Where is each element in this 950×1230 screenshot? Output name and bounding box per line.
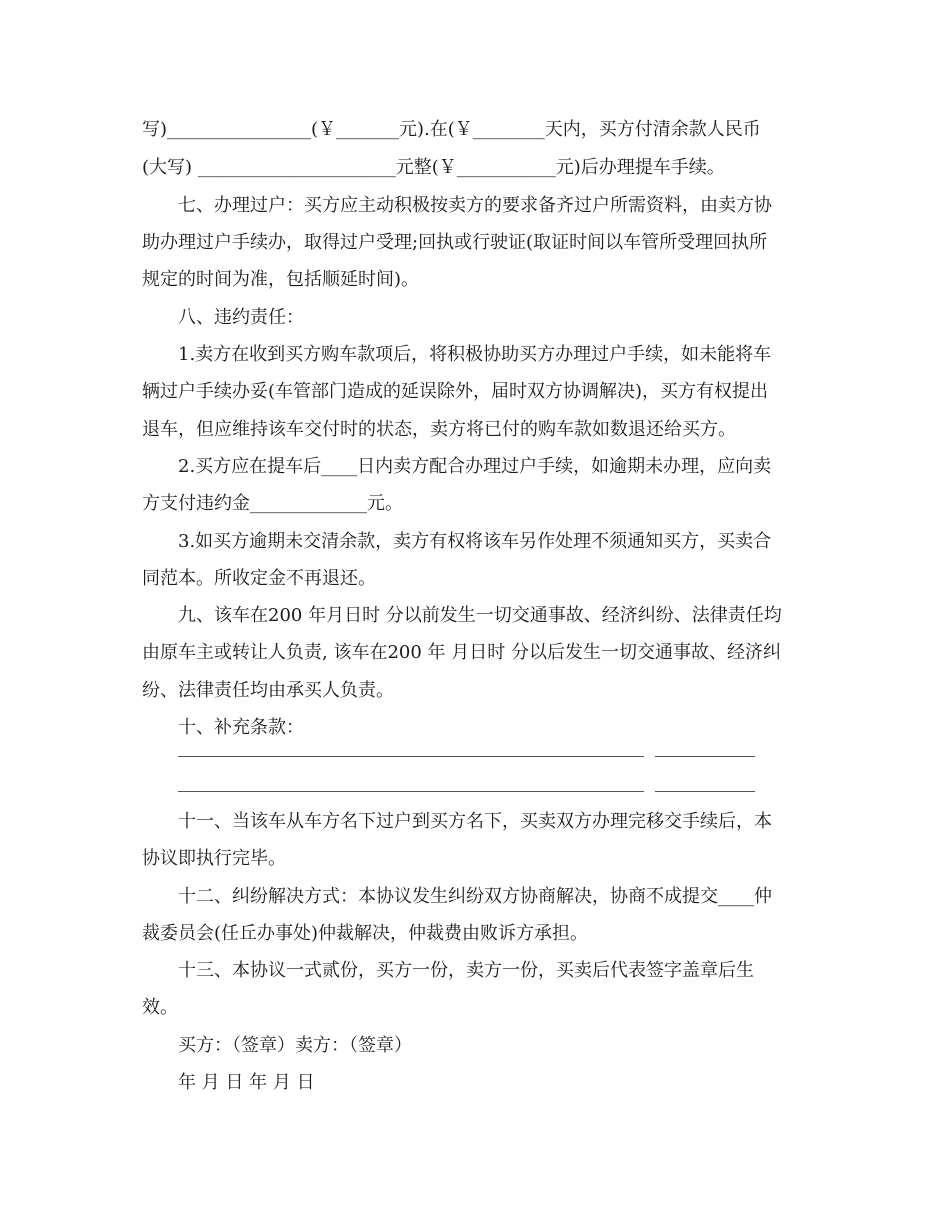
text-line: 九、该车在200 年月日时 分以前发生一切交通事故、经济纠纷、法律责任均 [178,605,782,626]
blank-line [178,791,644,792]
signature-line: 买方：（签章）卖方：（签章） [178,1035,412,1056]
text-line: 2.买方应在提车后____日内卖方配合办理过户手续，如逾期未办理，应向卖 [178,456,772,477]
text-line: 十一、当该车从车方名下过户到买方名下，买卖双方办理完移交手续后，本 [178,811,772,832]
blank-line [655,756,755,757]
text-line: 1.卖方在收到买方购车款项后，将积极协助买方办理过户手续，如未能将车 [178,344,772,365]
text-line: 同范本。所收定金不再退还。 [142,568,376,589]
text-line: 效。 [142,997,178,1018]
text-line: 由原车主或转让人负责, 该车在200 年 月日时 分以后发生一切交通事故、经济纠 [142,642,781,663]
blank-line [178,756,644,757]
text-line: 规定的时间为准，包括顺延时间)。 [142,269,420,290]
text-line: 写)________________(￥_______元).在(￥________天内，买方付清余款人民币 [142,119,761,140]
text-line: 退车，但应维持该车交付时的状态，卖方将已付的购车款如数退还给买方。 [142,419,736,440]
text-line: 辆过户手续办妥(车管部门造成的延误除外，届时双方协调解决)，买方有权提出 [142,381,769,402]
text-line: 助办理过户手续办，取得过户受理;回执或行驶证(取证时间以车管所受理回执所 [142,232,768,253]
text-line: (大写) ______________________元整(￥___________元)后办理提车手续。 [142,157,725,178]
text-line: 方支付违约金_____________元。 [142,493,403,514]
text-line: 十三、本协议一式贰份，买方一份，卖方一份，买卖后代表签字盖章后生 [178,960,754,981]
text-line: 七、办理过户：买方应主动积极按卖方的要求备齐过户所需资料，由卖方协 [178,195,772,216]
text-line: 纷、法律责任均由承买人负责。 [142,680,394,701]
text-line: 协议即执行完毕。 [142,848,286,869]
section-heading: 八、违约责任： [178,307,304,328]
blank-line [655,791,755,792]
text-line: 3.如买方逾期未交清余款，卖方有权将该车另作处理不须通知买方，买卖合 [178,531,772,552]
section-heading: 十、补充条款： [178,717,304,738]
text-line: 裁委员会(任丘办事处)仲裁解决，仲裁费由败诉方承担。 [142,923,589,944]
date-line: 年 月 日 年 月 日 [178,1072,315,1093]
text-line: 十二、纠纷解决方式：本协议发生纠纷双方协商解决，协商不成提交____仲 [178,886,772,907]
